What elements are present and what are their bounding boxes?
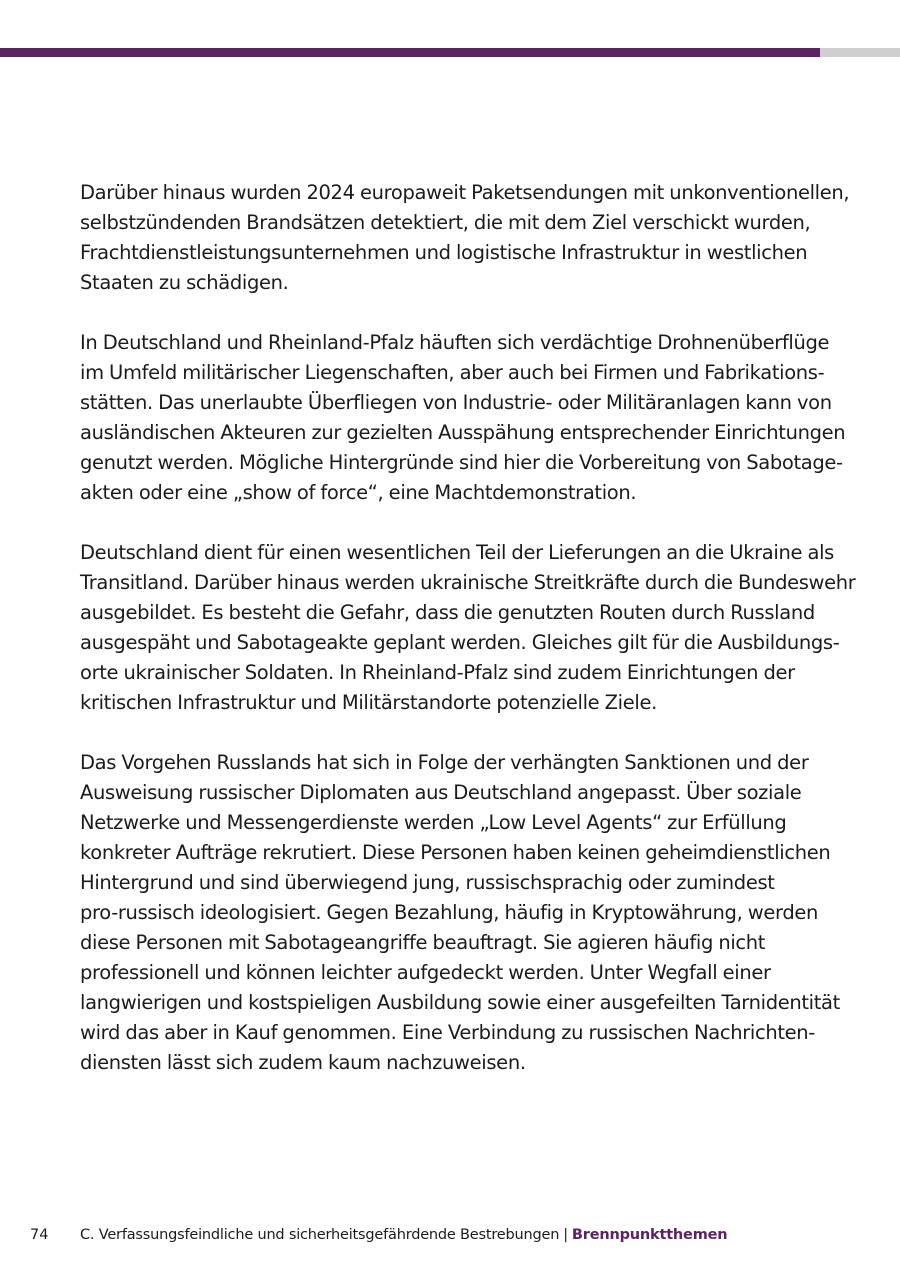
text-line: Hintergrund und sind überwiegend jung, russischsprachig oder zumindest	[80, 871, 775, 894]
text-line: ausländischen Akteuren zur gezielten Ausspähung entsprechender Einrichtungen	[80, 421, 846, 444]
text-line: Ausweisung russischer Diplomaten aus Deutschland angepasst. Über soziale	[80, 781, 802, 804]
page-number: 74	[30, 1227, 49, 1243]
text-line: selbstzündenden Brandsätzen detektiert, die mit dem Ziel verschickt wurden,	[80, 211, 811, 234]
paragraph-2	[80, 328, 846, 508]
text-line: ausgebildet. Es besteht die Gefahr, dass die genutzten Routen durch Russland	[80, 601, 815, 624]
header-bar-gray	[820, 48, 900, 57]
text-line: Das Vorgehen Russlands hat sich in Folge der verhängten Sanktionen und der	[80, 751, 809, 774]
page-footer	[0, 1224, 900, 1246]
text-line: kritischen Infrastruktur und Militärstandorte potenzielle Ziele.	[80, 691, 657, 714]
text-line: konkreter Aufträge rekrutiert. Diese Personen haben keinen geheimdienstlichen	[80, 841, 831, 864]
text-line: diese Personen mit Sabotageangriffe beauftragt. Sie agieren häufig nicht	[80, 931, 766, 954]
text-line: Netzwerke und Messengerdienste werden „Low Level Agents“ zur Erfüllung	[80, 811, 787, 834]
text-line: orte ukrainischer Soldaten. In Rheinland-Pfalz sind zudem Einrichtungen der	[80, 661, 795, 684]
text-line: In Deutschland und Rheinland-Pfalz häuften sich verdächtige Drohnenüberflüge	[80, 331, 830, 354]
text-line: Staaten zu schädigen.	[80, 271, 289, 294]
text-line: Deutschland dient für einen wesentlichen Teil der Lieferungen an die Ukraine als	[80, 541, 834, 564]
text-line: akten oder eine „show of force“, eine Machtdemonstration.	[80, 481, 637, 504]
text-line: langwierigen und kostspieligen Ausbildung sowie einer ausgefeilten Tarnidentität	[80, 991, 840, 1014]
text-line: Darüber hinaus wurden 2024 europaweit Paketsendungen mit unkonventionellen,	[80, 181, 850, 204]
text-line: Transitland. Darüber hinaus werden ukrainische Streitkräfte durch die Bundeswehr	[80, 571, 856, 594]
text-line: wird das aber in Kauf genommen. Eine Verbindung zu russischen Nachrichten-	[80, 1021, 815, 1044]
text-line: professionell und können leichter aufgedeckt werden. Unter Wegfall einer	[80, 961, 771, 984]
body-text	[80, 178, 856, 1108]
title-separator: |	[563, 1227, 568, 1243]
text-line: diensten lässt sich zudem kaum nachzuweisen.	[80, 1051, 526, 1074]
text-line: genutzt werden. Mögliche Hintergründe sind hier die Vorbereitung von Sabotage-	[80, 451, 843, 474]
text-line: im Umfeld militärischer Liegenschaften, aber auch bei Firmen und Fabrikations-	[80, 361, 825, 384]
paragraph-1	[80, 178, 850, 298]
text-line: Frachtdienstleistungsunternehmen und logistische Infrastruktur in westlichen	[80, 241, 808, 264]
text-line: ausgespäht und Sabotageakte geplant werden. Gleiches gilt für die Ausbildungs-	[80, 631, 840, 654]
chapter-title: C. Verfassungsfeindliche und sicherheitsgefährdende Bestrebungen	[80, 1227, 560, 1243]
text-line: pro-russisch ideologisiert. Gegen Bezahlung, häufig in Kryptowährung, werden	[80, 901, 819, 924]
running-title	[80, 1224, 727, 1246]
header-bar	[0, 48, 900, 57]
paragraph-3	[80, 538, 856, 718]
header-bar-accent	[0, 48, 820, 57]
section-name: Brennpunktthemen	[571, 1227, 728, 1243]
paragraph-4	[80, 748, 840, 1078]
text-line: stätten. Das unerlaubte Überfliegen von Industrie- oder Militäranlagen kann von	[80, 391, 832, 414]
